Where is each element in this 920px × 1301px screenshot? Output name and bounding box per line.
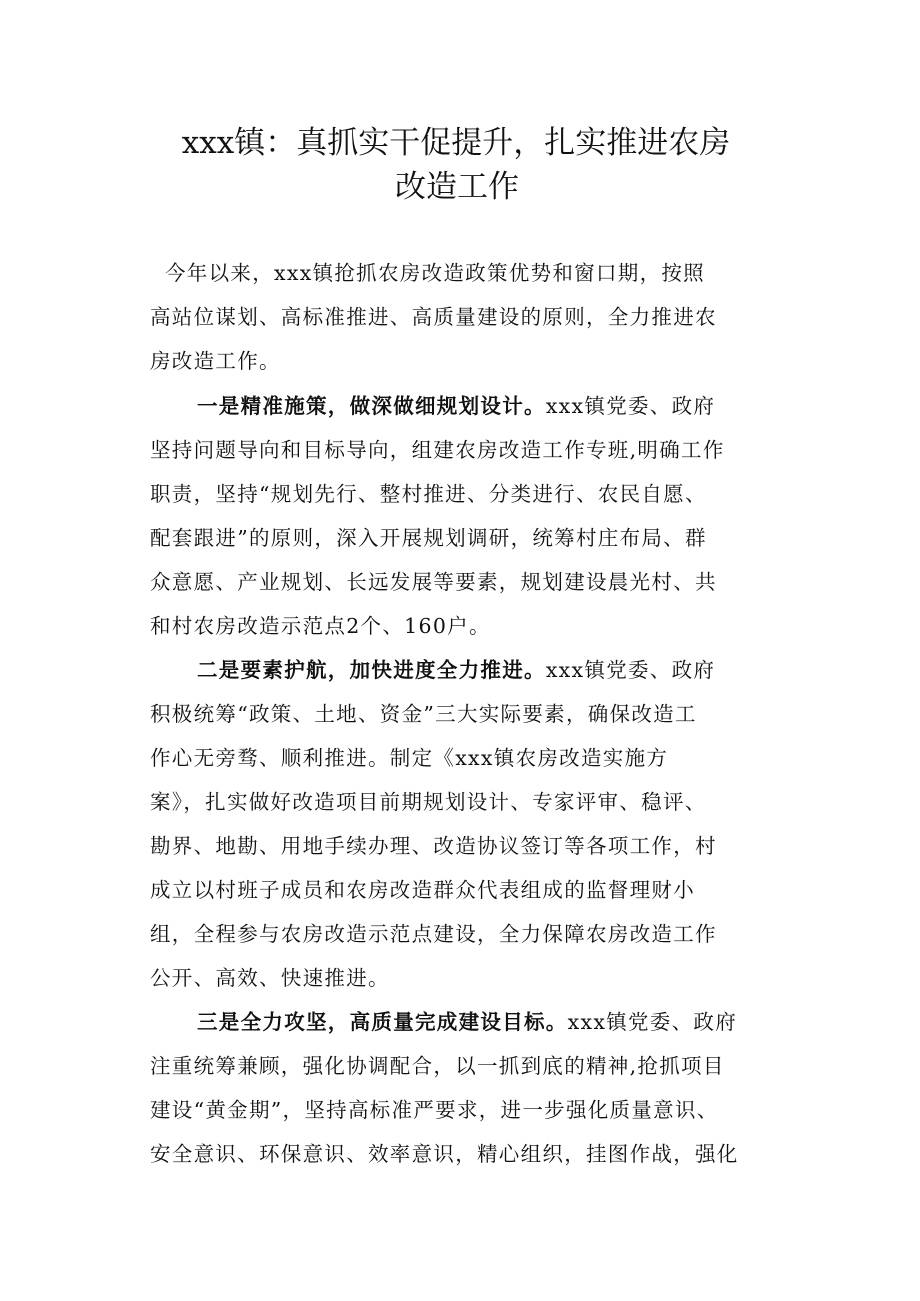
section-3-line: 注重统筹兼顾，强化协调配合，以一抓到底的精神,抢抓项目 <box>150 1054 725 1078</box>
section-1-line: 众意愿、产业规划、长远发展等要素，规划建设晨光村、共 <box>150 570 717 594</box>
section-3-first-line <box>197 1007 737 1037</box>
section-1-heading: 一是精准施策，做深做细规划设计。 <box>197 394 546 418</box>
section-3-line: 安全意识、环保意识、效率意识，精心组织，挂图作战，强化 <box>150 1142 739 1166</box>
section-2-line: 公开、高效、快速推进。 <box>150 966 390 990</box>
section-2-line: 成立以村班子成员和农房改造群众代表组成的监督理财小 <box>150 878 695 902</box>
intro-line: 今年以来，xxx镇抢抓农房改造政策优势和窗口期，按照 <box>165 261 705 285</box>
intro-line: 高站位谋划、高标准推进、高质量建设的原则，全力推进农 <box>150 305 717 329</box>
section-2-line: 勘界、地勘、用地手续办理、改造协议签订等各项工作，村 <box>150 834 717 858</box>
intro-line: 房改造工作。 <box>150 349 281 373</box>
section-1-line: 和村农房改造示范点2个、160户。 <box>150 614 491 638</box>
section-3-heading: 三是全力攻坚，高质量完成建设目标。 <box>197 1010 568 1034</box>
section-2-line: 作心无旁骛、顺利推进。制定《xxx镇农房改造实施方 <box>150 746 669 770</box>
section-1-line: 坚持问题导向和目标导向，组建农房改造工作专班,明确工作 <box>150 438 725 462</box>
section-1-line: 配套跟进”的原则，深入开展规划调研，统筹村庄布局、群 <box>150 526 707 550</box>
section-2-line: 积极统筹“政策、土地、资金”三大实际要素，确保改造工 <box>150 702 697 726</box>
section-2-heading: 二是要素护航，加快进度全力推进。 <box>197 658 546 682</box>
document-title-line-2: 改造工作 <box>395 169 519 205</box>
section-1-line: 职责，坚持“规划先行、整村推进、分类进行、农民自愿、 <box>150 482 707 506</box>
section-2-lead: xxx镇党委、政府 <box>545 658 716 682</box>
section-2-line: 案》，扎实做好改造项目前期规划设计、专家评审、稳评、 <box>150 790 707 814</box>
section-3-lead: xxx镇党委、政府 <box>567 1010 737 1034</box>
section-2-first-line <box>197 655 715 685</box>
document-title-line-1: xxx镇：真抓实干促提升，扎实推进农房 <box>181 125 731 161</box>
section-1-first-line <box>197 391 715 421</box>
section-2-line: 组，全程参与农房改造示范点建设，全力保障农房改造工作 <box>150 922 717 946</box>
section-1-lead: xxx镇党委、政府 <box>545 394 716 418</box>
section-3-line: 建设“黄金期”，坚持高标准严要求，进一步强化质量意识、 <box>150 1098 719 1122</box>
